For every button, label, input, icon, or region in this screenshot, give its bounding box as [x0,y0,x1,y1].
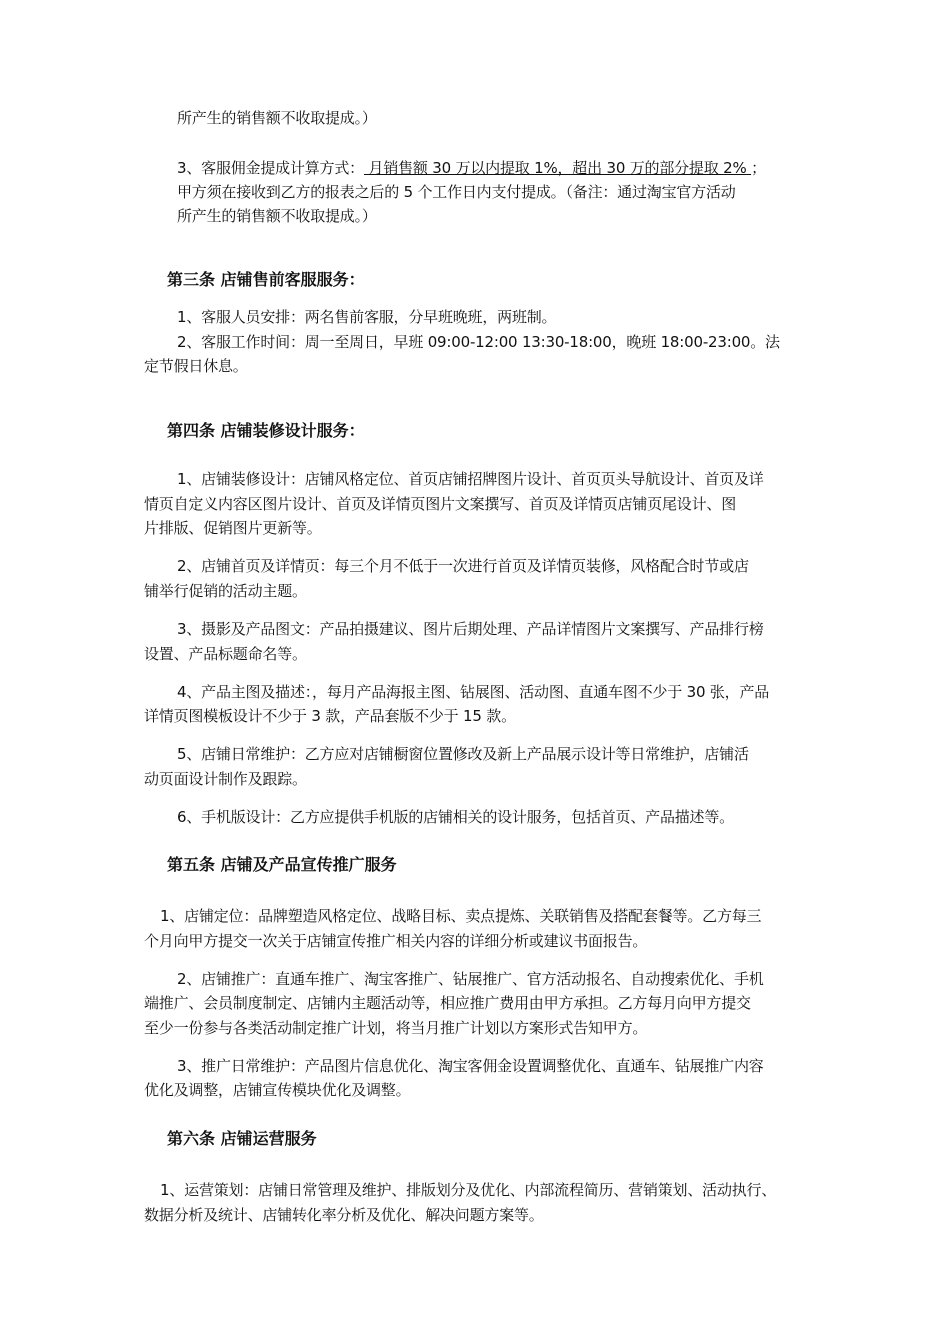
paragraph-line: 个月向甲方提交一次关于店铺宣传推广相关内容的详细分析或建议书面报告。 [144,932,648,950]
commission-semicolon: ； [751,159,766,177]
paragraph-line: 所产生的销售额不收取提成。） [177,109,377,127]
paragraph-line: 1、店铺定位：品牌塑造风格定位、战略目标、卖点提炼、关联销售及搭配套餐等。乙方每三 [160,907,762,925]
commission-rate-underlined: 月销售额 30 万以内提取 1%，超出 30 万的部分提取 2% [363,159,752,177]
paragraph-line: 4、产品主图及描述：，每月产品海报主图、钻展图、活动图、直通车图不少于 30 张，产品 [177,683,770,701]
paragraph-line: 所产生的销售额不收取提成。） [177,207,377,225]
paragraph-line: 详情页图模板设计不少于 3 款，产品套版不少于 15 款。 [144,707,516,725]
section-5-heading: 第五条 店铺及产品宣传推广服务 [167,855,397,874]
paragraph-line: 动页面设计制作及跟踪。 [144,770,307,788]
section-4-heading: 第四条 店铺装修设计服务： [167,421,365,440]
paragraph-line: 甲方须在接收到乙方的报表之后的 5 个工作日内支付提成。（备注：通过淘宝官方活动 [177,183,736,201]
paragraph-line: 优化及调整，店铺宣传模块优化及调整。 [144,1081,411,1099]
paragraph-line: 3、推广日常维护：产品图片信息优化、淘宝客佣金设置调整优化、直通车、钻展推广内容 [177,1057,764,1075]
section-3-heading: 第三条 店铺售前客服服务： [167,270,365,289]
paragraph-line: 情页自定义内容区图片设计、首页及详情页图片文案撰写、首页及详情页店铺页尾设计、图 [144,495,737,513]
paragraph-line: 设置、产品标题命名等。 [144,645,307,663]
commission-clause-line-1 [177,157,766,180]
paragraph-line: 5、店铺日常维护：乙方应对店铺橱窗位置修改及新上产品展示设计等日常维护，店铺活 [177,745,749,763]
commission-label: 3、客服佣金提成计算方式： [177,159,364,177]
paragraph-line: 片排版、促销图片更新等。 [144,519,322,537]
paragraph-line: 2、客服工作时间：周一至周日，早班 09:00-12:00 13:30-18:00，晚班 18:00-23:00。法 [177,333,780,351]
paragraph-line: 2、店铺推广：直通车推广、淘宝客推广、钻展推广、官方活动报名、自动搜索优化、手机 [177,970,764,988]
paragraph-line: 至少一份参与各类活动制定推广计划，将当月推广计划以方案形式告知甲方。 [144,1019,648,1037]
paragraph-line: 3、摄影及产品图文：产品拍摄建议、图片后期处理、产品详情图片文案撰写、产品排行榜 [177,620,764,638]
paragraph-line: 铺举行促销的活动主题。 [144,582,307,600]
paragraph-line: 6、手机版设计：乙方应提供手机版的店铺相关的设计服务，包括首页、产品描述等。 [177,808,734,826]
paragraph-line: 1、店铺装修设计：店铺风格定位、首页店铺招牌图片设计、首页页头导航设计、首页及详 [177,470,764,488]
paragraph-line: 数据分析及统计、店铺转化率分析及优化、解决问题方案等。 [144,1206,544,1224]
paragraph-line: 1、客服人员安排：两名售前客服，分早班晚班，两班制。 [177,308,557,326]
paragraph-line: 端推广、会员制度制定、店铺内主题活动等，相应推广费用由甲方承担。乙方每月向甲方提交 [144,994,751,1012]
paragraph-line: 1、运营策划：店铺日常管理及维护、排版划分及优化、内部流程简历、营销策划、活动执行、 [160,1181,777,1199]
paragraph-line: 2、店铺首页及详情页：每三个月不低于一次进行首页及详情页装修，风格配合时节或店 [177,557,749,575]
paragraph-line: 定节假日休息。 [144,357,248,375]
section-6-heading: 第六条 店铺运营服务 [167,1129,317,1148]
